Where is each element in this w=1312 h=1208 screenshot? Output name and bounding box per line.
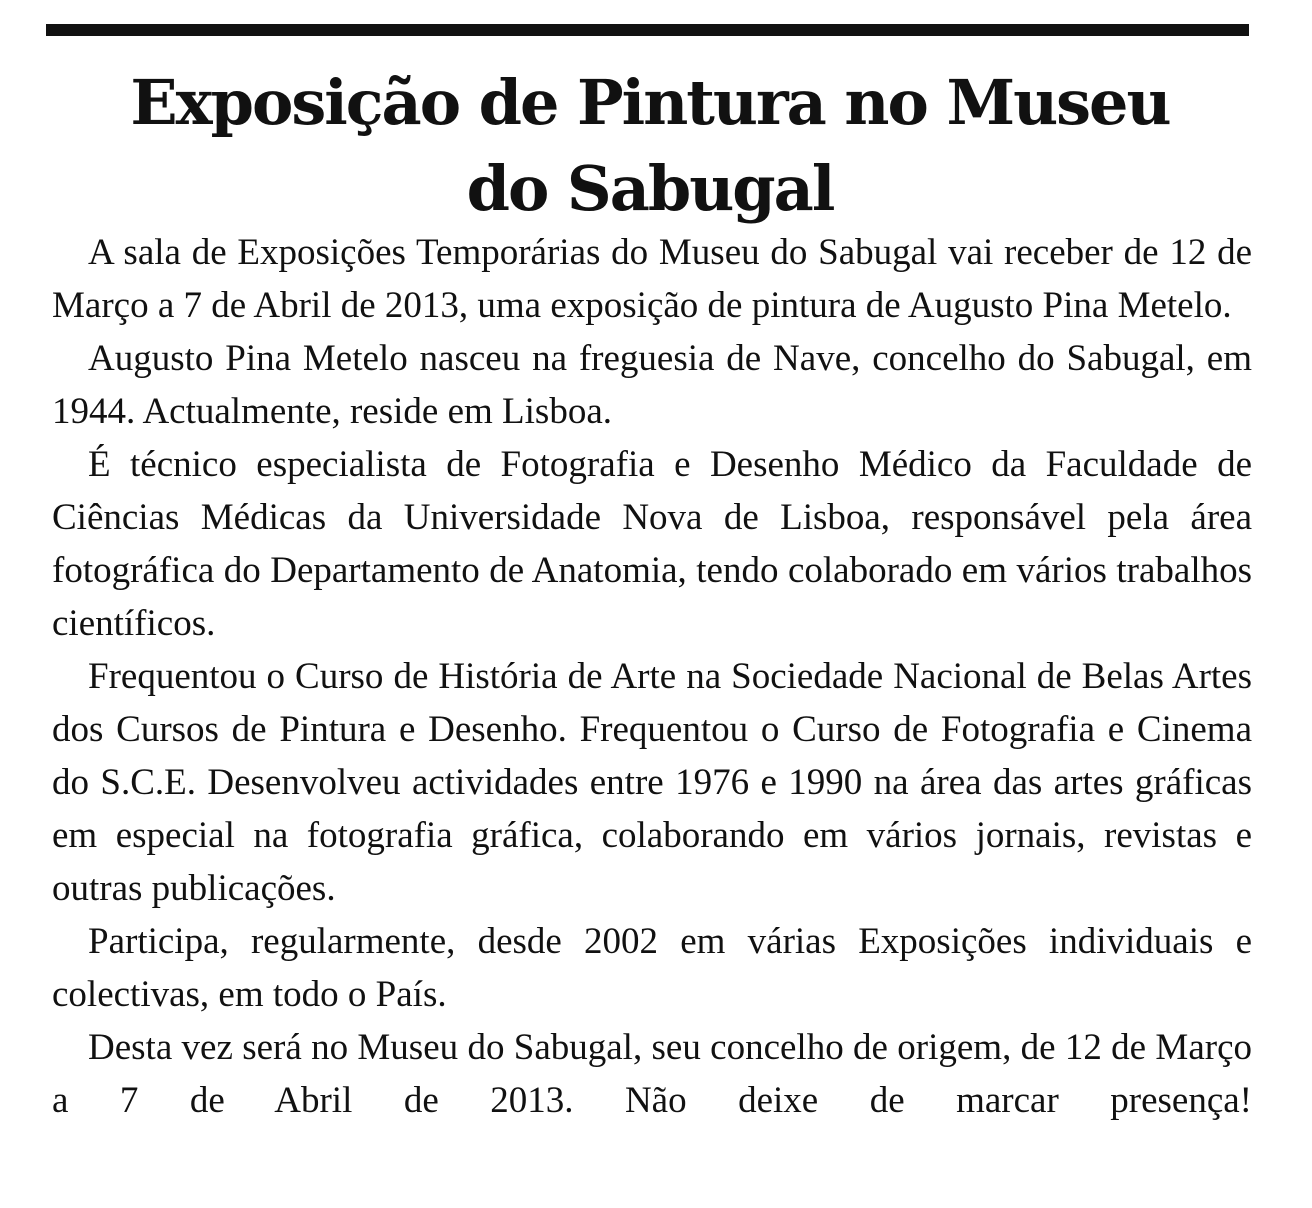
headline-line-2: do Sabugal <box>466 152 834 225</box>
paragraph-3: É técnico especialista de Fotografia e Desenho Médico da Faculdade de Ciências Médicas da Universidade Nova de Lisboa, responsável pela área fotográfica do Departamento de Anatomia, tendo colaborado em vários trabalhos científicos. <box>52 444 1252 644</box>
paragraph-6: Desta vez será no Museu do Sabugal, seu concelho de origem, de 12 de Março a 7 de Abril de 2013. Não deixe de marcar presença! <box>52 1027 1252 1121</box>
headline <box>46 60 1254 232</box>
paragraph-1: A sala de Exposições Temporárias do Museu do Sabugal vai receber de 12 de Março a 7 de Abril de 2013, uma exposição de pintura de Augusto Pina Metelo. <box>52 232 1252 326</box>
paragraph-2: Augusto Pina Metelo nasceu na freguesia de Nave, concelho do Sabugal, em 1944. Actualmente, reside em Lisboa. <box>52 338 1252 432</box>
headline-line-1: Exposição de Pintura no Museu <box>130 66 1170 139</box>
article-body <box>52 226 1252 1127</box>
paragraph-5: Participa, regularmente, desde 2002 em várias Exposições individuais e colectivas, em todo o País. <box>52 921 1252 1015</box>
paragraph-4: Frequentou o Curso de História de Arte na Sociedade Nacional de Belas Artes dos Cursos de Pintura e Desenho. Frequentou o Curso de Fotografia e Cinema do S.C.E. Desenvolveu actividades entre 1976 e 1990 na área das artes gráficas em especial na fotografia gráfica, colaborando em vários jornais, revistas e outras publicações. <box>52 656 1252 909</box>
top-divider-rule <box>46 24 1249 36</box>
